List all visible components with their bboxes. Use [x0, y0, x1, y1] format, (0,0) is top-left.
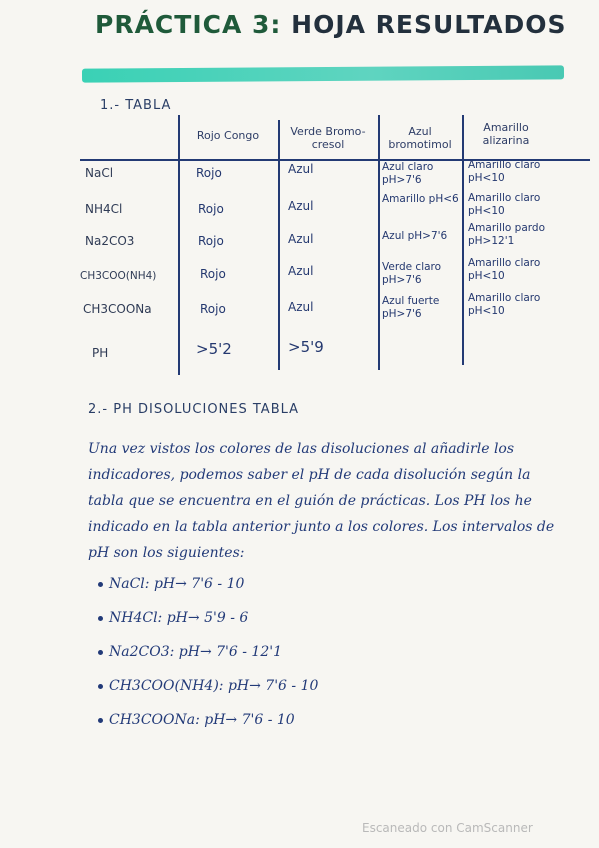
cell: Azul [288, 264, 314, 278]
results-paragraph: Una vez vistos los colores de las disoluciones al añadirle los indicadores, podemos saber el pH de cada disolución según la tabla que se encuentra en el guión de prácticas. Los PH los he indicado en la tabla anterior junto a los colores. Los intervalos de pH son los siguientes: [88, 441, 555, 561]
header-verde-bromocresol: Verde Bromo-cresol [290, 125, 366, 151]
list-item [98, 644, 548, 678]
results-table [80, 115, 590, 375]
row-label: CH3COO(NH4) [80, 270, 157, 282]
ph-interval-list [98, 576, 548, 746]
list-item-text: Na2CO3: pH→ 7'6 - 12'1 [109, 644, 282, 660]
list-item [98, 678, 548, 712]
cell: Amarillo claro pH<10 [468, 192, 541, 217]
cell: Rojo [196, 166, 222, 180]
title-part2: HOJA RESULTADOS [291, 10, 567, 39]
title-part1: PRÁCTICA 3: [95, 10, 282, 39]
bullet-icon [98, 684, 103, 689]
row-label: Na2CO3 [85, 234, 135, 248]
list-item [98, 610, 548, 644]
list-item [98, 576, 548, 610]
bullet-icon [98, 582, 103, 587]
bullet-icon [98, 650, 103, 655]
list-item-text: CH3COONa: pH→ 7'6 - 10 [109, 712, 295, 728]
list-item-text: NaCl: pH→ 7'6 - 10 [109, 576, 245, 592]
cell: Rojo [198, 202, 224, 216]
cell: Amarillo claro pH<10 [468, 292, 541, 317]
table-vline [378, 115, 380, 370]
row-label: NH4Cl [85, 202, 123, 216]
cell: Azul pH>7'6 [382, 230, 448, 242]
row-label: NaCl [85, 166, 114, 180]
cell: Rojo [198, 234, 224, 248]
list-item [98, 712, 548, 746]
cell: Azul [288, 300, 314, 314]
header-azul-bromotimol: Azul bromotimol [388, 125, 452, 151]
table-vline [178, 115, 180, 375]
cell: Rojo [200, 302, 226, 316]
cell: >5'9 [288, 338, 324, 356]
bullet-icon [98, 616, 103, 621]
cell: Verde claro pH>7'6 [382, 261, 442, 286]
cell: Amarillo claro pH<10 [468, 257, 541, 282]
cell: Amarillo pH<6 [382, 193, 459, 205]
section2-title: 2.- PH DISOLUCIONES TABLA [88, 402, 300, 417]
cell: Azul [288, 232, 314, 246]
list-item-text: CH3COO(NH4): pH→ 7'6 - 10 [109, 678, 319, 694]
list-item-text: NH4Cl: pH→ 5'9 - 6 [109, 610, 249, 626]
cell: Azul [288, 199, 314, 213]
cell: >5'2 [196, 340, 232, 358]
header-rojo-congo: Rojo Congo [196, 129, 260, 142]
cell: Amarillo claro pH<10 [468, 159, 541, 184]
row-label: PH [92, 346, 109, 360]
bullet-icon [98, 718, 103, 723]
cell: Azul fuerte pH>7'6 [382, 295, 440, 320]
table-vline [278, 120, 280, 370]
cell: Azul [288, 162, 314, 176]
page-title [95, 10, 567, 39]
row-label: CH3COONa [83, 302, 152, 316]
table-vline [462, 115, 464, 365]
cell: Amarillo pardo pH>12'1 [468, 222, 545, 247]
highlight-band [82, 65, 564, 82]
header-amarillo-alizarina: Amarillo alizarina [482, 121, 530, 147]
cell: Rojo [200, 267, 226, 281]
cell: Azul claro pH>7'6 [382, 161, 434, 186]
section1-title: 1.- TABLA [100, 98, 172, 113]
scanner-watermark: Escaneado con CamScanner [362, 821, 533, 835]
